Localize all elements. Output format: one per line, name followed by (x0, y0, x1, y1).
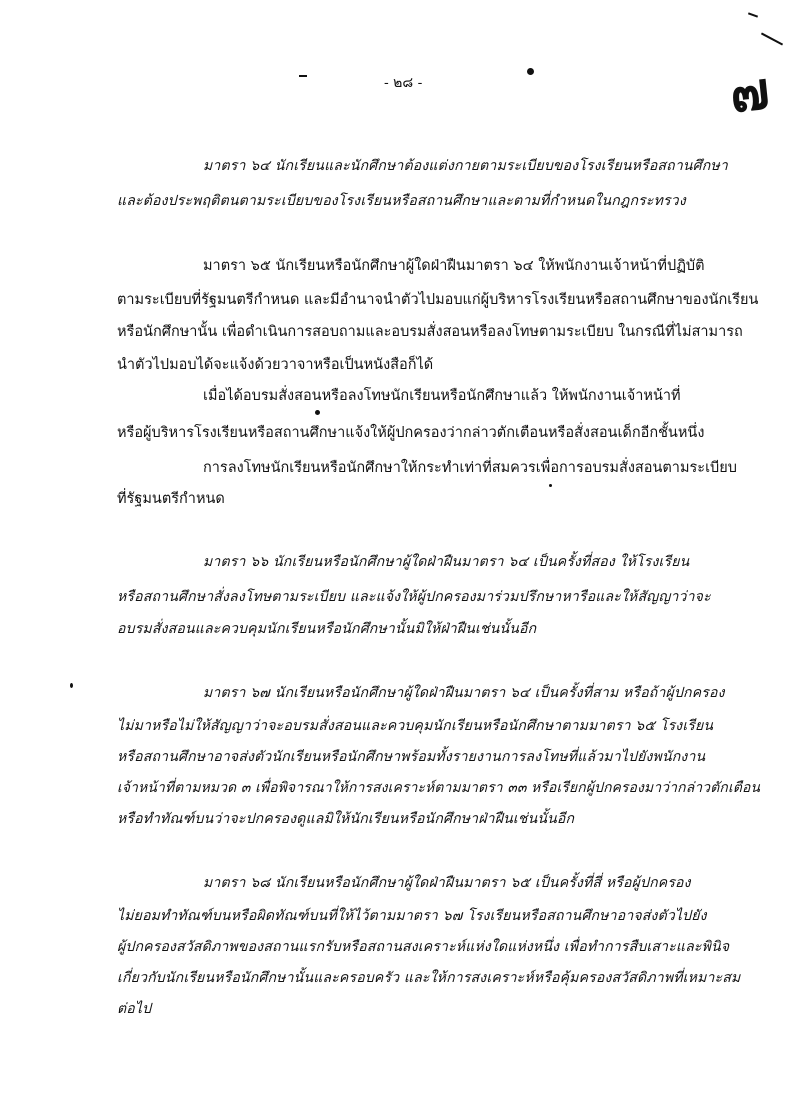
scan-speck (315, 410, 320, 415)
section-66-line-1: มาตรา ๖๖ นักเรียนหรือนักศึกษาผู้ใดฝ่าฝืนมาตรา ๖๔ เป็นครั้งที่สอง ให้โรงเรียน (203, 554, 690, 570)
section-65-line-7: การลงโทษนักเรียนหรือนักศึกษาให้กระทำเท่าที่สมควรเพื่อการอบรมสั่งสอนตามระเบียบ (203, 460, 737, 476)
section-64-line-2: และต้องประพฤติตนตามระเบียบของโรงเรียนหรือสถานศึกษาและตามที่กำหนดในกฎกระทรวง (117, 193, 686, 209)
section-65-line-3: หรือนักศึกษานั้น เพื่อดำเนินการสอบถามและอบรมสั่งสอนหรือลงโทษตามระเบียบ ในกรณีที่ไม่สามารถ (117, 324, 743, 340)
section-65-line-6: หรือผู้บริหารโรงเรียนหรือสถานศึกษาแจ้งให้ผู้ปกครองว่ากล่าวตักเตือนหรือสั่งสอนเด็กอีกชั้นหนึ่ง (117, 425, 705, 441)
section-66-line-2: หรือสถานศึกษาสั่งลงโทษตามระเบียบ และแจ้งให้ผู้ปกครองมาร่วมปรึกษาหารือและให้สัญญาว่าจะ (117, 589, 711, 605)
section-65-line-4: นำตัวไปมอบได้จะแจ้งด้วยวาจาหรือเป็นหนังสือก็ได้ (117, 357, 434, 373)
scan-speck (527, 68, 534, 75)
section-67-line-2: ไม่มาหรือไม่ให้สัญญาว่าจะอบรมสั่งสอนและควบคุมนักเรียนหรือนักศึกษาตามมาตรา ๖๕ โรงเรียน (117, 718, 714, 734)
page-number: - ๒๘ - (384, 75, 423, 91)
scan-mark (299, 75, 307, 77)
section-67-line-1: มาตรา ๖๗ นักเรียนหรือนักศึกษาผู้ใดฝ่าฝืนมาตรา ๖๔ เป็นครั้งที่สาม หรือถ้าผู้ปกครอง (203, 685, 725, 701)
section-65-line-5: เมื่อได้อบรมสั่งสอนหรือลงโทษนักเรียนหรือนักศึกษาแล้ว ให้พนักงานเจ้าหน้าที่ (203, 388, 681, 404)
section-67-line-4: เจ้าหน้าที่ตามหมวด ๓ เพื่อพิจารณาให้การสงเคราะห์ตามมาตรา ๓๓ หรือเรียกผู้ปกครองมาว่ากล่าวตักเตือน (117, 780, 761, 796)
section-68-line-4: เกี่ยวกับนักเรียนหรือนักศึกษานั้นและครอบครัว และให้การสงเคราะห์หรือคุ้มครองสวัสดิภาพที่เหมาะสม (117, 970, 741, 986)
section-65-line-2: ตามระเบียบที่รัฐมนตรีกำหนด และมีอำนาจนำตัวไปมอบแก่ผู้บริหารโรงเรียนหรือสถานศึกษาของนักเรียน (117, 292, 759, 308)
section-68-line-5: ต่อไป (117, 1001, 152, 1017)
scan-speck (70, 683, 73, 688)
section-64-line-1: มาตรา ๖๔ นักเรียนและนักศึกษาต้องแต่งกายตามระเบียบของโรงเรียนหรือสถานศึกษา (203, 158, 728, 174)
scan-mark (748, 12, 758, 17)
section-67-line-3: หรือสถานศึกษาอาจส่งตัวนักเรียนหรือนักศึกษาพร้อมทั้งรายงานการลงโทษที่แล้วมาไปยังพนักงาน (117, 749, 706, 765)
section-66-line-3: อบรมสั่งสอนและควบคุมนักเรียนหรือนักศึกษานั้นมิให้ฝ่าฝืนเช่นนั้นอีก (117, 621, 537, 637)
section-67-line-5: หรือทำทัณฑ์บนว่าจะปกครองดูแลมิให้นักเรียนหรือนักศึกษาฝ่าฝืนเช่นนั้นอีก (117, 811, 575, 827)
section-68-line-2: ไม่ยอมทำทัณฑ์บนหรือผิดทัณฑ์บนที่ให้ไว้ตามมาตรา ๖๗ โรงเรียนหรือสถานศึกษาอาจส่งตัวไปยัง (117, 908, 707, 924)
handwritten-page-mark: ๗ (727, 61, 773, 125)
scan-speck (549, 484, 552, 487)
section-68-line-1: มาตรา ๖๘ นักเรียนหรือนักศึกษาผู้ใดฝ่าฝืนมาตรา ๖๕ เป็นครั้งที่สี่ หรือผู้ปกครอง (203, 875, 691, 891)
section-65-line-8: ที่รัฐมนตรีกำหนด (117, 491, 225, 507)
scan-mark (761, 32, 783, 45)
section-65-line-1: มาตรา ๖๕ นักเรียนหรือนักศึกษาผู้ใดฝ่าฝืนมาตรา ๖๔ ให้พนักงานเจ้าหน้าที่ปฏิบัติ (203, 258, 705, 274)
section-68-line-3: ผู้ปกครองสวัสดิภาพของสถานแรกรับหรือสถานสงเคราะห์แห่งใดแห่งหนึ่ง เพื่อทำการสืบเสาะและพินิจ (117, 939, 730, 955)
